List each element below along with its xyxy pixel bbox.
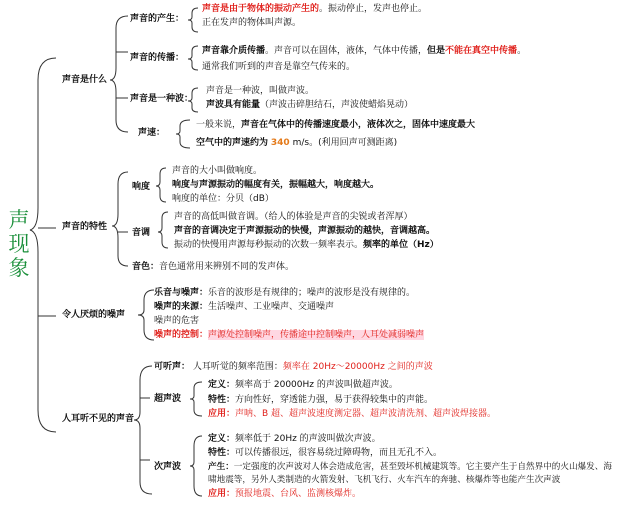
- pitch-bracket: [158, 212, 168, 248]
- main-bracket: [30, 58, 56, 432]
- s2-bracket: [112, 172, 128, 266]
- pitch-line-2: 声音的音调决定于声源振动的快慢，声源振动的越快，音调越高。: [174, 226, 436, 236]
- noise-line-2: 噪声的来源：生活噪声、工业噪声、交通噪声: [154, 302, 335, 312]
- loudness-line-3: 响度的单位：分贝（dB）: [172, 194, 274, 204]
- s2-label: 声音的特性: [62, 222, 108, 232]
- s4-label: 人耳听不见的声音: [62, 414, 135, 424]
- produce-line-1: 声音是由于物体的振动产生的。振动停止，发声也停止。: [202, 4, 428, 14]
- infra-def: 定义：频率低于 20Hz 的声波叫做次声波。: [208, 434, 381, 444]
- main-title: 声 现 象: [8, 208, 30, 280]
- s1-label: 声音是什么: [62, 75, 108, 85]
- propagate-bracket: [188, 46, 198, 70]
- infra-label: 次声波: [154, 462, 182, 472]
- pitch-line-1: 声音的高低叫做音调。（给人的体验是声音的尖锐或者浑厚）: [174, 212, 413, 222]
- ultra-app: 应用：声呐、B 超、超声波速度测定器、超声波清洗剂、超声波焊接器。: [208, 409, 497, 419]
- pitch-label: 音调: [132, 228, 151, 238]
- infra-feat: 特性：可以传播很远，很容易绕过障碍物，而且无孔不入。: [208, 448, 443, 458]
- produce-line-2: 正在发声的物体叫声源。: [202, 18, 302, 28]
- noise-line-3: 噪声的危害: [154, 316, 200, 326]
- loudness-bracket: [156, 168, 166, 202]
- s4-bracket: [134, 366, 152, 494]
- infra-gen-2: 啸地震等，另外人类制造的火箭发射、飞机飞行、火车汽车的奔驰、核爆炸等也能产生次声波: [208, 475, 561, 485]
- loudness-line-2: 响度与声源振动的幅度有关，振幅越大，响度越大。: [172, 180, 380, 190]
- speed-line-2: 空气中的声速约为 340 m/s。(利用回声可测距离): [196, 138, 398, 148]
- s3-label: 令人厌烦的噪声: [62, 310, 126, 320]
- produce-label: 声音的产生：: [130, 14, 185, 24]
- audible-line: 可听声： 人耳听觉的频率范围：频率在 20Hz～20000Hz 之间的声波: [154, 362, 433, 372]
- speed-bracket: [176, 120, 190, 148]
- propagate-label: 声音的传播：: [130, 53, 185, 63]
- produce-bracket: [188, 8, 198, 32]
- infra-gen-1: 产生：一定强度的次声波对人体会造成危害，甚至毁坏机械建筑等。它主要产生于自然界中的火山爆发、海: [208, 462, 612, 472]
- infra-app: 应用：预报地震、台风、监测核爆炸。: [208, 489, 362, 499]
- loudness-line-1: 声音的大小叫做响度。: [172, 166, 263, 176]
- propagate-line-2: 通常我们听到的声音是靠空气传来的。: [202, 62, 356, 72]
- loudness-label: 响度: [132, 182, 151, 192]
- ultra-feat: 特性：方向性好，穿透能力强，易于获得较集中的声能。: [208, 395, 434, 405]
- noise-line-1: 乐音与噪声：乐音的波形是有规律的；噪声的波形是没有规律的。: [154, 288, 416, 298]
- s3-bracket: [138, 290, 154, 340]
- timbre-line: 音色：音色通常用来辨别不同的发声体。: [132, 262, 295, 272]
- speed-label: 声速：: [138, 128, 166, 138]
- infra-bracket: [190, 436, 202, 496]
- pitch-line-3: 振动的快慢用声源每秒振动的次数一频率表示。频率的单位（Hz）: [174, 240, 439, 250]
- wave-line-2: 声波具有能量（声波击碎胆结石，声波使蜡焰晃动）: [206, 100, 414, 110]
- s1-bracket: [110, 16, 128, 132]
- noise-line-4: 噪声的控制：声源处控制噪声，传播途中控制噪声，人耳处减弱噪声: [154, 330, 425, 340]
- wave-label: 声音是一种波：: [130, 94, 194, 104]
- speed-line-1: 一般来说，声音在气体中的传播速度最小，液体次之，固体中速度最大: [196, 120, 476, 130]
- propagate-line-1: 声音靠介质传播。声音可以在固体，液体，气体中传播，但是不能在真空中传播。: [202, 46, 527, 56]
- ultra-bracket: [190, 382, 202, 416]
- ultra-label: 超声波: [154, 394, 182, 404]
- ultra-def: 定义：频率高于 20000Hz 的声波叫做超声波。: [208, 380, 398, 390]
- wave-line-1: 声音是一种波，叫做声波。: [206, 86, 315, 96]
